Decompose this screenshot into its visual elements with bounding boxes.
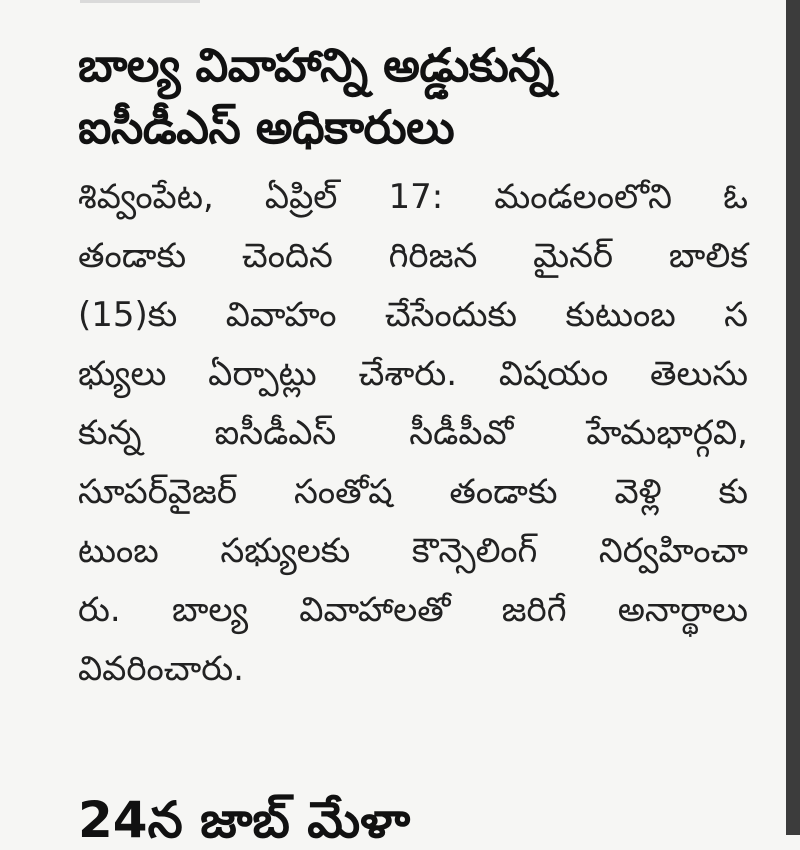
body-line-2: తండాకు చెందిన గిరిజన మైనర్ బాలిక	[78, 236, 748, 276]
article-headline	[78, 34, 748, 158]
body-line-5: కున్న ఐసీడీఎస్ సీడీపీవో హేమభార్గవి,	[78, 413, 748, 453]
page-edge-border	[786, 0, 800, 835]
body-line-8: రు. బాల్య వివాహాలతో జరిగే అనార్థాలు	[78, 590, 748, 630]
body-line-7: టుంబ సభ్యులకు కౌన్సెలింగ్ నిర్వహించా	[78, 531, 748, 571]
headline-line-2: ఐసీడీఎస్ అధికారులు	[78, 100, 455, 154]
body-line-9: వివరించారు.	[78, 649, 244, 689]
article-body	[78, 168, 748, 699]
news-article	[78, 34, 748, 699]
body-line-4: భ్యులు ఏర్పాట్లు చేశారు. విషయం తెలుసు	[78, 354, 748, 394]
headline-line-1: బాల్య వివాహాన్ని అడ్డుకున్న	[78, 38, 554, 92]
next-article-headline: 24న జాబ్ మేళా	[78, 791, 411, 849]
body-line-3: (15)కు వివాహం చేసేందుకు కుటుంబ స	[78, 295, 748, 335]
previous-article-edge	[80, 0, 200, 11]
body-line-6: సూపర్‌వైజర్ సంతోష తండాకు వెళ్లి కు	[78, 472, 748, 512]
body-line-1: శివ్వంపేట, ఏప్రిల్ 17: మండలంలోని ఓ	[78, 177, 748, 217]
